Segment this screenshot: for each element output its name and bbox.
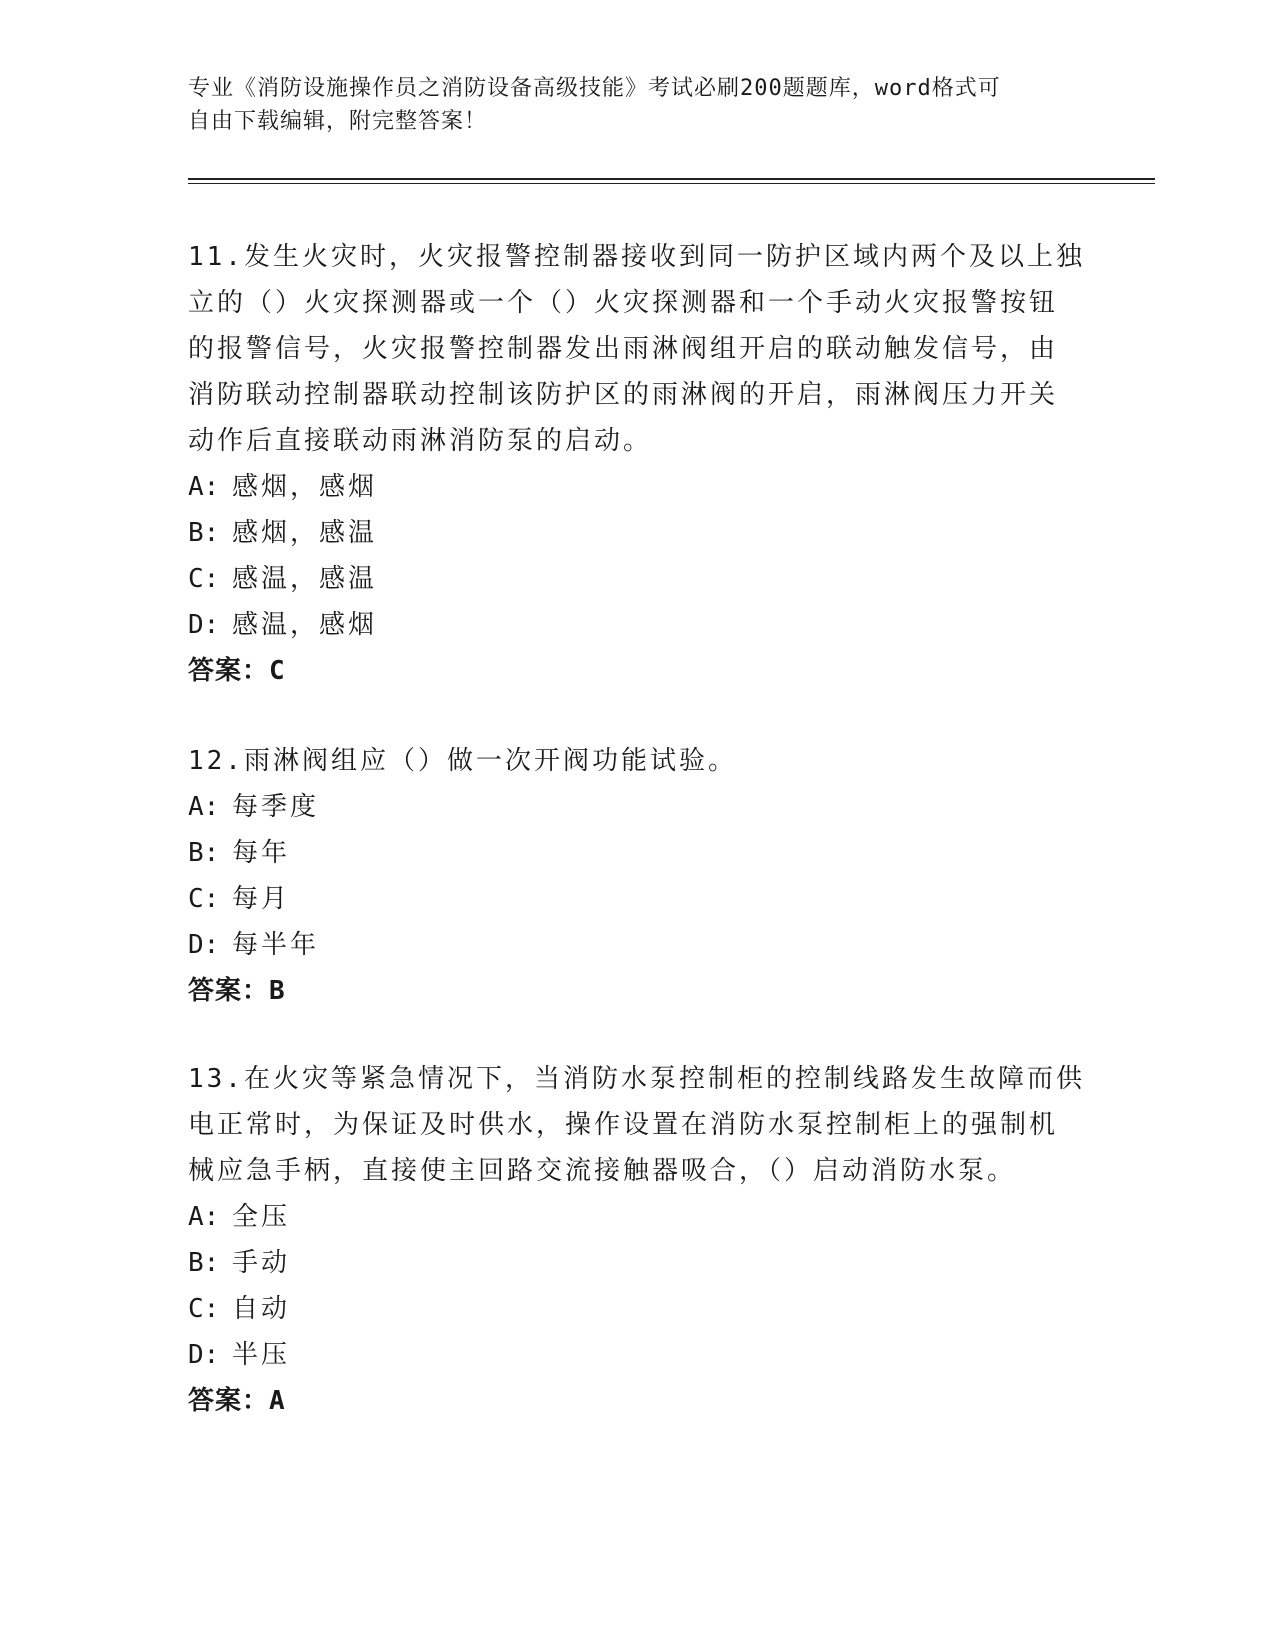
option-c xyxy=(188,556,1088,602)
document-header xyxy=(188,72,1078,138)
question-11 xyxy=(188,234,1088,694)
option-letter: B: xyxy=(188,518,220,548)
option-text: 感烟，感烟 xyxy=(232,472,378,502)
question-stem-line: 动作后直接联动雨淋消防泵的启动。 xyxy=(188,426,653,456)
question-12 xyxy=(188,738,1088,1014)
option-text: 每季度 xyxy=(232,792,320,822)
header-divider-thick xyxy=(188,178,1155,180)
option-c xyxy=(188,876,1088,922)
option-text: 全压 xyxy=(232,1202,291,1232)
option-text: 感温，感烟 xyxy=(232,610,378,640)
option-text: 感烟，感温 xyxy=(232,518,378,548)
option-letter: A: xyxy=(188,792,220,822)
option-letter: D: xyxy=(188,610,220,640)
question-stem-line: 立的（）火灾探测器或一个（）火灾探测器和一个手动火灾报警按钮 xyxy=(188,288,1059,318)
option-a xyxy=(188,464,1088,510)
question-stem-line: 电正常时，为保证及时供水，操作设置在消防水泵控制柜上的强制机 xyxy=(188,1110,1059,1140)
answer-line: 答案：C xyxy=(188,656,286,686)
option-text: 每年 xyxy=(232,838,291,868)
option-letter: C: xyxy=(188,884,220,914)
option-letter: A: xyxy=(188,472,220,502)
question-stem-line: 械应急手柄，直接使主回路交流接触器吸合，（）启动消防水泵。 xyxy=(188,1156,1017,1186)
option-d xyxy=(188,602,1088,648)
option-letter: B: xyxy=(188,838,220,868)
option-text: 感温，感温 xyxy=(232,564,378,594)
option-letter: B: xyxy=(188,1248,220,1278)
option-letter: D: xyxy=(188,930,220,960)
option-d xyxy=(188,922,1088,968)
option-letter: C: xyxy=(188,564,220,594)
option-letter: A: xyxy=(188,1202,220,1232)
question-stem-line: 的报警信号，火灾报警控制器发出雨淋阀组开启的联动触发信号，由 xyxy=(188,334,1059,364)
option-d xyxy=(188,1332,1088,1378)
option-c xyxy=(188,1286,1088,1332)
option-a xyxy=(188,1194,1088,1240)
option-letter: C: xyxy=(188,1294,220,1324)
answer-line: 答案：A xyxy=(188,1386,286,1416)
question-stem-line: 11.发生火灾时，火灾报警控制器接收到同一防护区域内两个及以上独 xyxy=(188,242,1085,272)
answer-line: 答案：B xyxy=(188,976,286,1006)
question-stem-line: 13.在火灾等紧急情况下，当消防水泵控制柜的控制线路发生故障而供 xyxy=(188,1064,1085,1094)
header-line-2: 自由下载编辑，附完整答案！ xyxy=(188,109,488,134)
option-b xyxy=(188,510,1088,556)
header-line-1: 专业《消防设施操作员之消防设备高级技能》考试必刷200题题库，word格式可 xyxy=(188,76,1001,101)
option-b xyxy=(188,830,1088,876)
option-text: 手动 xyxy=(232,1248,291,1278)
option-text: 每月 xyxy=(232,884,291,914)
header-divider-thin xyxy=(188,183,1155,184)
question-13 xyxy=(188,1056,1088,1424)
option-b xyxy=(188,1240,1088,1286)
option-text: 每半年 xyxy=(232,930,320,960)
question-stem-line: 消防联动控制器联动控制该防护区的雨淋阀的开启，雨淋阀压力开关 xyxy=(188,380,1059,410)
option-text: 半压 xyxy=(232,1340,291,1370)
option-letter: D: xyxy=(188,1340,220,1370)
option-text: 自动 xyxy=(232,1294,291,1324)
option-a xyxy=(188,784,1088,830)
question-stem-line: 12.雨淋阀组应（）做一次开阀功能试验。 xyxy=(188,746,737,776)
